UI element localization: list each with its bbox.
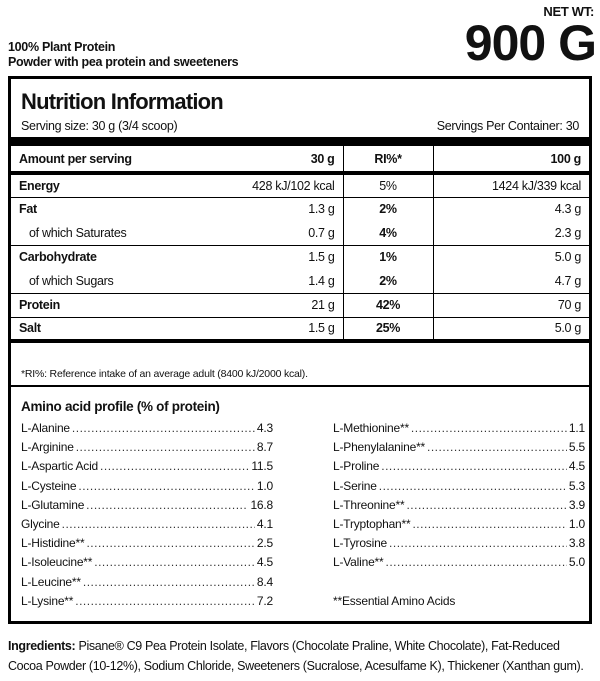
list-item bbox=[21, 592, 273, 611]
per-serving-value: 21 g bbox=[243, 293, 343, 317]
per-serving-value: 1.5 g bbox=[243, 245, 343, 269]
amino-list-right bbox=[333, 419, 585, 573]
row-label: of which Saturates bbox=[11, 221, 243, 245]
dot-leader bbox=[86, 496, 248, 515]
amino-value: 8.7 bbox=[256, 440, 273, 455]
amino-value: 5.0 bbox=[568, 555, 585, 570]
ri-value: 4% bbox=[343, 221, 433, 245]
list-item bbox=[21, 573, 273, 592]
list-item bbox=[333, 438, 585, 457]
list-item bbox=[333, 515, 585, 534]
dot-leader bbox=[389, 534, 567, 553]
per-serving-value: 1.3 g bbox=[243, 197, 343, 221]
amino-name: L-Phenylalanine** bbox=[333, 440, 426, 455]
ri-value: 2% bbox=[343, 197, 433, 221]
ingredients-list: Pisane® C9 Pea Protein Isolate, Flavors (Chocolate Praline, White Chocolate), Fat-Reduced Cocoa Powder (10-12%), Sodium Chloride, Sweeteners (Sucralose, Acesulfame K), Thickener (Xanthan gum). bbox=[8, 639, 584, 673]
ri-value: 42% bbox=[343, 293, 433, 317]
amino-value: 5.5 bbox=[568, 440, 585, 455]
per-100-value: 70 g bbox=[433, 293, 589, 317]
row-label: Carbohydrate bbox=[19, 250, 97, 265]
amino-name: L-Methionine** bbox=[333, 421, 409, 435]
amino-name: L-Tyrosine bbox=[333, 536, 388, 551]
product-line-2: Powder with pea protein and sweeteners bbox=[8, 55, 239, 69]
dot-leader bbox=[76, 438, 255, 457]
amino-name: L-Histidine** bbox=[21, 536, 85, 551]
table-row bbox=[11, 221, 589, 245]
amino-name: L-Aspartic Acid bbox=[21, 459, 99, 474]
amino-name: L-Proline bbox=[333, 459, 380, 474]
label-header bbox=[0, 0, 600, 78]
table-row bbox=[11, 245, 589, 269]
amino-name: L-Arginine bbox=[21, 440, 74, 455]
column-header: 100 g bbox=[433, 146, 589, 173]
list-item bbox=[333, 534, 585, 553]
row-label: Salt bbox=[11, 317, 243, 341]
ri-value: 2% bbox=[343, 269, 433, 293]
amino-acid-title: Amino acid profile (% of protein) bbox=[21, 399, 220, 414]
amino-name: L-Lysine** bbox=[21, 593, 74, 608]
amino-value: 8.4 bbox=[256, 574, 273, 589]
per-100-value: 5.0 g bbox=[554, 250, 581, 265]
per-serving-value: 1.5 g bbox=[243, 317, 343, 341]
ri-value: 25% bbox=[343, 317, 433, 341]
list-item bbox=[333, 457, 585, 476]
dot-leader bbox=[381, 457, 567, 476]
dot-leader bbox=[411, 419, 567, 438]
per-100-value: 5.0 g bbox=[433, 317, 589, 341]
list-item bbox=[21, 438, 273, 457]
list-item bbox=[21, 457, 273, 476]
list-item bbox=[333, 553, 585, 572]
list-item bbox=[333, 477, 585, 496]
nutrition-panel bbox=[8, 76, 592, 624]
amino-name: L-Serine bbox=[333, 478, 377, 493]
dot-leader bbox=[86, 534, 254, 553]
dot-leader bbox=[385, 553, 566, 572]
servings-per-container: Servings Per Container: 30 bbox=[436, 119, 579, 133]
per-serving-value: 428 kJ/102 kcal bbox=[243, 173, 343, 197]
amino-value: 4.5 bbox=[256, 555, 273, 570]
per-100-value: 4.3 g bbox=[554, 202, 581, 217]
net-weight-value: 900 G bbox=[464, 15, 596, 71]
list-item bbox=[21, 515, 273, 534]
column-header: RI%* bbox=[343, 146, 433, 173]
amino-name: L-Tryptophan** bbox=[333, 516, 411, 531]
per-100-value: 1424 kJ/339 kcal bbox=[433, 173, 589, 197]
net-weight-label: NET WT: bbox=[543, 4, 594, 19]
amino-value: 1.1 bbox=[568, 421, 585, 435]
amino-value: 4.3 bbox=[256, 421, 273, 435]
amino-value: 7.2 bbox=[256, 593, 273, 608]
dot-leader bbox=[83, 573, 255, 592]
column-header: Amount per serving bbox=[11, 146, 243, 173]
table-row bbox=[11, 197, 589, 221]
divider-line bbox=[11, 385, 589, 387]
amino-name: Glycine bbox=[21, 516, 60, 531]
list-item bbox=[333, 419, 585, 438]
amino-name: L-Valine** bbox=[333, 555, 384, 570]
amino-name: L-Alanine bbox=[21, 421, 70, 435]
list-item bbox=[21, 419, 273, 438]
table-row bbox=[11, 317, 589, 341]
row-label: Fat bbox=[19, 202, 37, 217]
amino-value: 3.9 bbox=[568, 497, 585, 512]
per-serving-value: 1.4 g bbox=[243, 269, 343, 293]
list-item bbox=[21, 477, 273, 496]
product-description bbox=[8, 40, 238, 70]
per-100-value: 4.7 g bbox=[433, 269, 589, 293]
table-row bbox=[11, 173, 589, 197]
table-header-row bbox=[11, 146, 589, 173]
ingredients-text bbox=[8, 636, 596, 676]
amino-name: L-Threonine** bbox=[333, 497, 405, 512]
amino-value: 4.5 bbox=[568, 459, 585, 474]
amino-value: 11.5 bbox=[251, 459, 273, 474]
list-item bbox=[333, 496, 585, 515]
column-header: 30 g bbox=[243, 146, 343, 173]
dot-leader bbox=[412, 515, 566, 534]
dot-leader bbox=[94, 553, 255, 572]
ri-footnote: *RI%: Reference intake of an average adult (8400 kJ/2000 kcal). bbox=[21, 368, 308, 380]
amino-value: 4.1 bbox=[256, 516, 273, 531]
amino-value: 3.8 bbox=[568, 536, 585, 551]
amino-value: 5.3 bbox=[568, 478, 585, 493]
amino-value: 1.0 bbox=[256, 478, 273, 493]
dot-leader bbox=[406, 496, 566, 515]
dot-leader bbox=[427, 438, 567, 457]
amino-name: L-Isoleucine** bbox=[21, 555, 93, 570]
nutrition-table bbox=[11, 146, 589, 343]
dot-leader bbox=[100, 457, 249, 476]
row-label: Protein bbox=[11, 293, 243, 317]
per-serving-value: 0.7 g bbox=[243, 221, 343, 245]
list-item bbox=[21, 496, 273, 515]
list-item bbox=[21, 553, 273, 572]
amino-name: L-Glutamine bbox=[21, 497, 85, 512]
per-100-value: 2.3 g bbox=[433, 221, 589, 245]
amino-value: 2.5 bbox=[256, 536, 273, 551]
ri-value: 5% bbox=[343, 173, 433, 197]
essential-amino-note: **Essential Amino Acids bbox=[333, 594, 456, 608]
dot-leader bbox=[75, 592, 255, 611]
amino-name: L-Leucine** bbox=[21, 574, 81, 589]
dot-leader bbox=[72, 419, 255, 438]
amino-list-left bbox=[21, 419, 273, 611]
amino-value: 1.0 bbox=[568, 516, 585, 531]
amino-value: 16.8 bbox=[250, 497, 273, 512]
table-row bbox=[11, 293, 589, 317]
dot-leader bbox=[62, 515, 255, 534]
product-line-1: 100% Plant Protein bbox=[8, 40, 116, 54]
serving-size: Serving size: 30 g (3/4 scoop) bbox=[21, 119, 178, 133]
table-row bbox=[11, 269, 589, 293]
row-label: of which Sugars bbox=[11, 269, 243, 293]
ri-value: 1% bbox=[343, 245, 433, 269]
amino-name: L-Cysteine bbox=[21, 478, 77, 493]
dot-leader bbox=[78, 477, 255, 496]
divider-bar bbox=[11, 137, 589, 146]
list-item bbox=[21, 534, 273, 553]
nutrition-title: Nutrition Information bbox=[21, 89, 223, 114]
dot-leader bbox=[379, 477, 567, 496]
row-label: Energy bbox=[11, 173, 243, 197]
ingredients-label: Ingredients: bbox=[8, 639, 76, 653]
